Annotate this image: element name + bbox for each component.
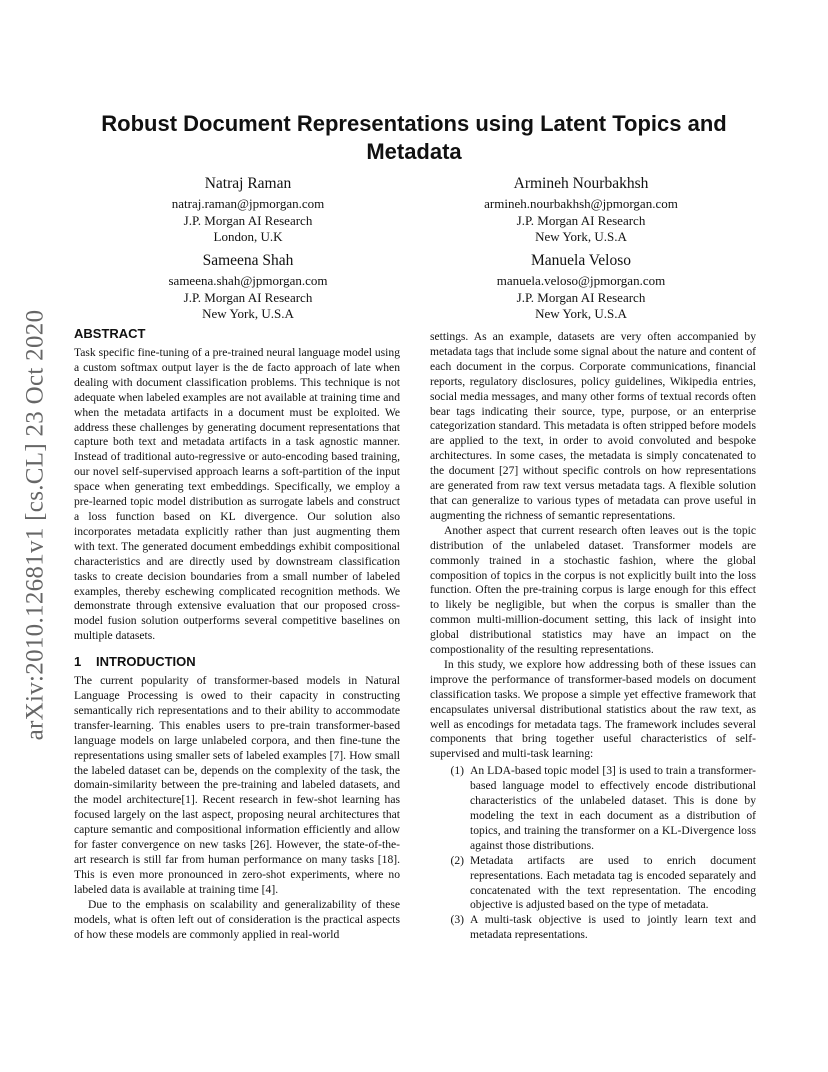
author-name: Natraj Raman — [204, 175, 292, 192]
body-paragraph: settings. As an example, datasets are very often accompanied by metadata tags that include some signal about the nature and content of each document in the corpus. Corporate communications, financial reports, regulatory disclosures, policy guidelines, Wikipedia entries, social media messages, and many other forms of textual records often bear tags indicating their source, type, purpose, or an enterprise categorization standard. This metadata is often stripped before models are applied to the text, in order to avoid convoluted and bespoke architectures. In some cases, the metadata is simply concatenated to the document [27] without specific controls on how representations are generated from raw text versus metadata tags. A flexible solution that can generalize to various types of metadata can prove useful in augmenting the richness of semantic representations. — [430, 330, 756, 522]
list-item-number: (1) — [450, 764, 464, 778]
arxiv-stamp-text: arXiv:2010.12681v1 [cs.CL] 23 Oct 2020 — [21, 309, 49, 741]
author-name: Manuela Veloso — [530, 252, 632, 269]
author-block — [431, 174, 731, 246]
list-item — [430, 854, 756, 914]
introduction-heading — [74, 654, 400, 670]
list-item-number: (2) — [450, 853, 464, 867]
body-paragraph: In this study, we explore how addressing both of these issues can improve the performance of transformer-based models on document classification tasks. We propose a simple yet effective framework that encapsulates universal distributional statistics about the raw text, as well as encodings for metadata tags. The framework includes several components that bring together useful characteristics of self-supervised and multi-task learning: — [430, 657, 756, 761]
intro-paragraph: The current popularity of transformer-based models in Natural Language Processing is owed to their capacity in constructing semantically rich representations and to their ability to accommodate transfer-learning. This enables users to pre-train transformer-based language models on large unlabeled corpora, and then fine-tune the representations using smaller sets of labeled examples [7]. How small the labeled dataset can be, depends on the complexity of the task, the domain-similarity between the pre-training and labeled datasets, and the model architecture[1]. Recent research in few-shot learning has focused largely on the last aspect, proposing neural architectures that capture semantic and compositional information efficiently and allow for faster convergence on new tasks [26]. However, the state-of-the-art research is still far from human performance on many tasks [18]. This is even more pronounced in zero-shot experiments, where no labeled data is available at training time [4]. — [74, 674, 400, 896]
author-affiliation: J.P. Morgan AI Research — [183, 289, 313, 305]
author-location: London, U.K — [213, 229, 283, 244]
abstract-heading: ABSTRACT — [74, 326, 146, 341]
left-column — [74, 326, 400, 942]
author-affiliation: J.P. Morgan AI Research — [516, 212, 646, 228]
list-item-number: (3) — [450, 913, 464, 927]
author-email: natraj.raman@jpmorgan.com — [171, 196, 325, 211]
author-affiliation: J.P. Morgan AI Research — [516, 289, 646, 305]
contribution-list — [430, 764, 756, 943]
section-number: 1 — [74, 654, 82, 670]
list-item-text: Metadata artifacts are used to enrich document representations. Each metadata tag is encoded separately and concatenated with the text representation. The encoding objective is adjusted based on the type of metadata. — [470, 853, 756, 912]
author-block — [431, 251, 731, 323]
right-column — [430, 330, 756, 943]
section-title: INTRODUCTION — [96, 654, 196, 670]
author-location: New York, U.S.A — [202, 306, 294, 321]
list-item — [430, 913, 756, 943]
list-item-text: A multi-task objective is used to jointly learn text and metadata representations. — [470, 913, 756, 942]
author-name: Sameena Shah — [202, 252, 294, 269]
author-block — [98, 174, 398, 246]
body-paragraph: Another aspect that current research often leaves out is the topic distribution of the unlabeled dataset. Transformer models are commonly trained in a stochastic fashion, where the global composition of topics in the corpus is not explicitly built into the loss function. Often the pre-training corpus is large enough for this effect to likely be negligible, but when the corpus is smaller than the common multi-million-document setting, this lack of insight into global distributional statistics may have an impact on the compostionality of the resulting representations. — [430, 523, 756, 657]
author-location: New York, U.S.A — [535, 229, 627, 244]
arxiv-stamp — [20, 290, 50, 760]
author-email: sameena.shah@jpmorgan.com — [168, 273, 328, 288]
paper-title: Robust Document Representations using Latent Topics and Metadata — [101, 111, 727, 164]
abstract-text: Task specific fine-tuning of a pre-trained neural language model using a custom softmax output layer is the de facto approach of late when dealing with document classification problems. This technique is not adequate when labeled examples are not available at training time and when the metadata artifacts in a document must be exploited. We address these challenges by generating document representations that capture both text and metadata artifacts in a task agnostic manner. Instead of traditional auto-regressive or auto-encoding based training, our novel self-supervised approach learns a soft-partition of the input space when generating text embeddings. Specifically, we employ a pre-learned topic model distribution as surrogate labels and construct a loss function based on KL divergence. Our solution also incorporates metadata explicitly rather than just augmenting them with text. The generated document embeddings exhibit compositional characteristics and are directly used by downstream classification tasks to create decision boundaries from a small number of labeled examples, thereby eschewing complicated recognition methods. We demonstrate through extensive evaluation that our proposed cross-model fusion solution outperforms several competitive baselines on multiple datasets. — [74, 346, 400, 643]
intro-paragraph: Due to the emphasis on scalability and generalizability of these models, what is often left out of consideration is the practical aspects of how these models are commonly applied in real-world — [74, 897, 400, 941]
author-block — [98, 251, 398, 323]
author-location: New York, U.S.A — [535, 306, 627, 321]
author-email: manuela.veloso@jpmorgan.com — [496, 273, 666, 288]
author-name: Armineh Nourbakhsh — [513, 175, 649, 192]
list-item-text: An LDA-based topic model [3] is used to train a transformer-based language model to effectively encode distributional characteristics of the unlabeled dataset. This is done by modeling the text in each document as a distribution of topics, and training the transformer on a KL-Divergence loss against those distributions. — [470, 764, 756, 852]
author-email: armineh.nourbakhsh@jpmorgan.com — [484, 196, 678, 211]
author-affiliation: J.P. Morgan AI Research — [183, 212, 313, 228]
list-item — [430, 764, 756, 853]
